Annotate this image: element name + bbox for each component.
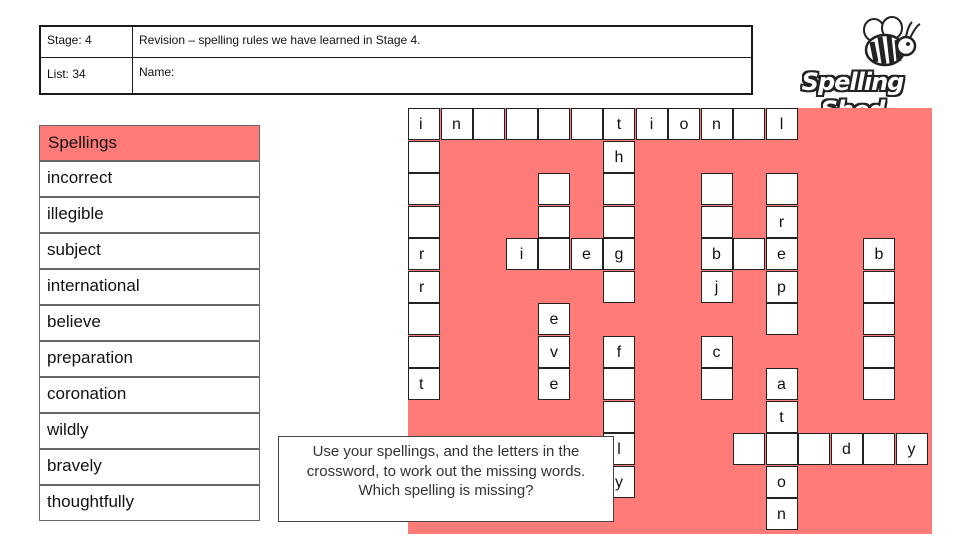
spelling-word: wildly — [47, 420, 89, 439]
crossword-cell[interactable] — [766, 173, 798, 205]
header-divider-horizontal — [41, 57, 751, 58]
crossword-cell[interactable]: o — [668, 108, 700, 140]
list-label: List: 34 — [47, 67, 86, 81]
crossword-cell[interactable] — [538, 238, 570, 270]
crossword-cell[interactable] — [538, 108, 570, 140]
crossword-cell[interactable] — [603, 206, 635, 238]
spelling-word: believe — [47, 312, 101, 331]
crossword-cell[interactable] — [863, 368, 895, 400]
crossword-cell[interactable] — [408, 303, 440, 335]
spelling-word: incorrect — [47, 168, 113, 187]
crossword-cell[interactable]: n — [701, 108, 733, 140]
spelling-item — [39, 413, 260, 449]
crossword-cell[interactable]: t — [603, 108, 635, 140]
crossword-cell[interactable] — [473, 108, 505, 140]
crossword-cell[interactable]: y — [603, 466, 635, 498]
spelling-item — [39, 161, 260, 197]
spellings-title: Spellings — [48, 133, 117, 152]
crossword-cell[interactable]: l — [766, 108, 798, 140]
crossword-cell[interactable]: e — [538, 303, 570, 335]
crossword-cell[interactable] — [733, 108, 765, 140]
stage-label: Stage: 4 — [47, 33, 92, 47]
crossword-cell[interactable]: y — [896, 433, 928, 465]
revision-text: Revision – spelling rules we have learned in Stage 4. — [139, 33, 421, 47]
crossword-cell[interactable] — [863, 271, 895, 303]
crossword-cell[interactable]: r — [408, 238, 440, 270]
crossword-cell[interactable] — [863, 336, 895, 368]
spelling-word: subject — [47, 240, 101, 259]
crossword-cell[interactable]: e — [571, 238, 603, 270]
spelling-word: coronation — [47, 384, 127, 403]
crossword-cell[interactable]: i — [636, 108, 668, 140]
crossword-cell[interactable] — [701, 206, 733, 238]
crossword-cell[interactable] — [798, 433, 830, 465]
crossword-cell[interactable]: i — [506, 238, 538, 270]
crossword-cell[interactable]: n — [441, 108, 473, 140]
spelling-item — [39, 233, 260, 269]
crossword-cell[interactable]: l — [603, 433, 635, 465]
logo-text: Spelling — [801, 68, 904, 96]
spelling-item — [39, 305, 260, 341]
crossword-cell[interactable] — [766, 303, 798, 335]
crossword-cell[interactable]: c — [701, 336, 733, 368]
spelling-item — [39, 269, 260, 305]
instructions-box: Use your spellings, and the letters in the crossword, to work out the missing words. Which spelling is missing? — [278, 436, 614, 522]
crossword-cell[interactable] — [538, 206, 570, 238]
spelling-item — [39, 377, 260, 413]
spellings-heading — [39, 125, 260, 161]
crossword-cell[interactable]: p — [766, 271, 798, 303]
crossword-cell[interactable]: g — [603, 238, 635, 270]
crossword-cell[interactable]: n — [766, 498, 798, 530]
crossword-cell[interactable] — [603, 401, 635, 433]
spelling-item — [39, 197, 260, 233]
crossword-cell[interactable]: i — [408, 108, 440, 140]
crossword-cell[interactable] — [863, 433, 895, 465]
crossword-cell[interactable]: r — [766, 206, 798, 238]
crossword-cell[interactable] — [766, 433, 798, 465]
crossword-cell[interactable]: t — [408, 368, 440, 400]
spelling-item — [39, 341, 260, 377]
crossword-cell[interactable]: a — [766, 368, 798, 400]
crossword-cell[interactable]: h — [603, 141, 635, 173]
crossword-cell[interactable]: b — [863, 238, 895, 270]
crossword-cell[interactable] — [506, 108, 538, 140]
crossword-cell[interactable] — [603, 173, 635, 205]
crossword-cell[interactable] — [408, 173, 440, 205]
crossword-cell[interactable] — [701, 173, 733, 205]
crossword-cell[interactable] — [408, 336, 440, 368]
name-label: Name: — [139, 65, 175, 79]
spelling-item — [39, 449, 260, 485]
header-divider-vertical — [132, 27, 133, 93]
crossword-cell[interactable] — [733, 238, 765, 270]
spelling-word: illegible — [47, 204, 104, 223]
bee-icon — [840, 14, 930, 74]
spelling-word: international — [47, 276, 140, 295]
crossword-cell[interactable] — [733, 433, 765, 465]
spelling-word: bravely — [47, 456, 102, 475]
crossword-cell[interactable]: r — [408, 271, 440, 303]
crossword-cell[interactable] — [863, 303, 895, 335]
spelling-word: thoughtfully — [47, 492, 134, 511]
crossword-cell[interactable]: v — [538, 336, 570, 368]
crossword-cell[interactable] — [603, 368, 635, 400]
spelling-word: preparation — [47, 348, 134, 367]
crossword-cell[interactable]: o — [766, 466, 798, 498]
crossword-cell[interactable] — [408, 141, 440, 173]
crossword-cell[interactable]: j — [701, 271, 733, 303]
crossword-cell[interactable]: b — [701, 238, 733, 270]
crossword-cell[interactable]: e — [538, 368, 570, 400]
worksheet-header — [39, 25, 753, 95]
crossword-cell[interactable] — [571, 108, 603, 140]
crossword-cell[interactable]: t — [766, 401, 798, 433]
crossword-cell[interactable] — [701, 368, 733, 400]
crossword-cell[interactable]: d — [831, 433, 863, 465]
spelling-item — [39, 485, 260, 521]
crossword-cell[interactable] — [408, 206, 440, 238]
crossword-cell[interactable]: f — [603, 336, 635, 368]
crossword-cell[interactable] — [603, 271, 635, 303]
crossword-cell[interactable] — [538, 173, 570, 205]
crossword-cell[interactable]: e — [766, 238, 798, 270]
